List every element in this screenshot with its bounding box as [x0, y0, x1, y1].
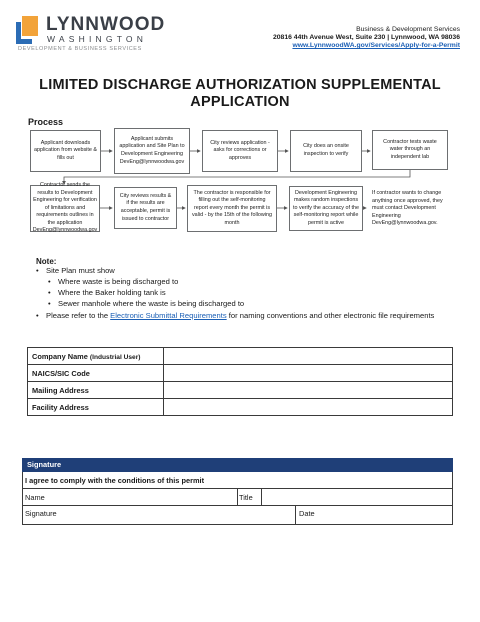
process-step-8: The contractor is responsible for filling out the self-monitoring report every month the permit is valid - by the 15th of the following month [187, 185, 277, 232]
office-address: 20816 44th Avenue West, Suite 230 | Lynnwood, WA 98036 [273, 34, 460, 41]
naics-field[interactable] [164, 365, 453, 382]
agreement-statement: I agree to comply with the conditions of this permit [22, 472, 453, 489]
company-name-label: Company Name (Industrial User) [28, 348, 164, 365]
facility-address-field[interactable] [164, 399, 453, 416]
facility-address-label: Facility Address [28, 399, 164, 416]
naics-label: NAICS/SIC Code [28, 365, 164, 382]
note-heading: Note: [36, 257, 57, 266]
process-step-7: City reviews results & if the results are acceptable, permit is issued to contractor [114, 187, 177, 229]
bullet-icon: • [48, 277, 51, 286]
company-name-field[interactable] [164, 348, 453, 365]
process-step-4: City does an onsite inspection to verify [290, 130, 362, 172]
note-item-site-plan: • Site Plan must show [36, 266, 115, 275]
note-subitem: • Sewer manhole where the waste is being discharged to [48, 299, 245, 308]
process-step-6: Contractor sends the results to Development Engineering for verification of limitations and requirements outlines in the application DevEng@lynnwoodwa.gov [30, 185, 100, 232]
process-heading: Process [28, 117, 64, 127]
bullet-icon: • [48, 288, 51, 297]
note-subitem: • Where waste is being discharged to [48, 277, 179, 286]
bullet-icon: • [48, 299, 51, 308]
signature-date-row [22, 506, 453, 525]
page-title: LIMITED DISCHARGE AUTHORIZATION SUPPLEMENTAL APPLICATION [39, 77, 441, 110]
process-step-9: Development Engineering makes random inspections to verify the accuracy of the self-monitoring report while permit is active [289, 186, 363, 231]
name-title-row [22, 489, 453, 506]
process-step-3: City reviews application - asks for corrections or approves [202, 130, 278, 172]
electronic-submittal-link[interactable]: Electronic Submittal Requirements [110, 311, 227, 320]
logo-name: LYNNWOOD [46, 14, 166, 35]
note-subitem: • Where the Baker holding tank is [48, 288, 166, 297]
bullet-icon: • [36, 266, 39, 275]
title-label: Title [239, 493, 253, 502]
bullet-icon: • [36, 311, 39, 320]
title-field[interactable] [263, 489, 451, 505]
process-step-10: If contractor wants to change anything once approved, they must contact Development Engineering DevEng@lynnwoodwa.gov. [368, 190, 458, 228]
mailing-address-field[interactable] [164, 382, 453, 399]
name-field[interactable] [55, 489, 235, 505]
logo-state: WASHINGTON [47, 34, 148, 44]
lynnwood-logo-icon [16, 16, 38, 44]
signature-header: Signature [22, 458, 453, 472]
office-url-link[interactable]: www.LynnwoodWA.gov/Services/Apply-for-a-Permit [292, 42, 460, 49]
office-name: Business & Development Services [356, 26, 460, 33]
signature-label: Signature [25, 509, 57, 518]
date-label: Date [299, 509, 315, 518]
signature-field[interactable] [71, 506, 291, 524]
process-step-1: Applicant downloads application from website & fills out [30, 130, 101, 172]
date-field[interactable] [323, 506, 451, 524]
note-item-refer: • Please refer to the Electronic Submittal Requirements for naming conventions and other electronic file requirements [36, 311, 435, 320]
signature-section [22, 458, 453, 525]
process-step-2: Applicant submits application and Site Plan to Development Engineering DevEng@lynnwoodwa.gov [114, 128, 190, 174]
applicant-info-table [27, 347, 453, 416]
process-step-5: Contractor tests waste water through an independent lab [372, 130, 448, 170]
logo-department: DEVELOPMENT & BUSINESS SERVICES [18, 46, 142, 52]
mailing-address-label: Mailing Address [28, 382, 164, 399]
name-label: Name [25, 493, 45, 502]
